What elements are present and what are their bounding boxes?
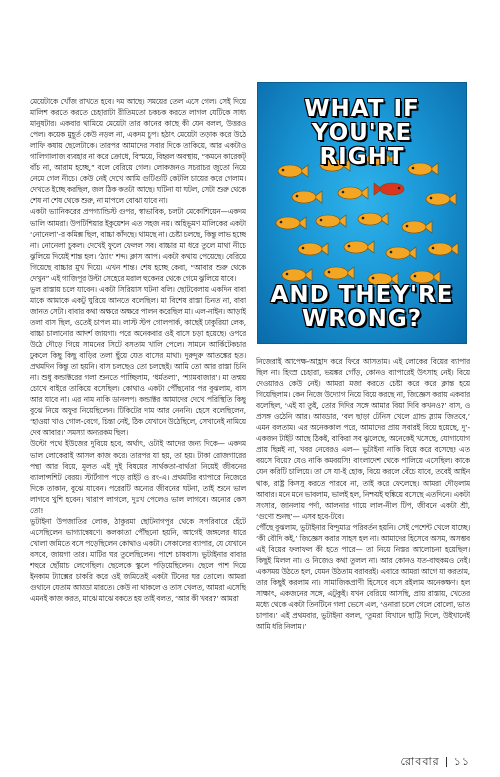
article-right-column (256, 356, 470, 748)
cover-headline-bottom: AND THEY'RE WRONG? (270, 282, 454, 332)
gold-fish-icon (402, 221, 432, 233)
cover-headline-top: WHAT IF YOU'RE RIGHT (304, 96, 420, 170)
gold-fish-icon (358, 213, 388, 225)
gold-fish-icon (292, 191, 322, 203)
paragraph: পৌঁছে বুঝলাম, ভুটাইনার বিন্দুমাত্র পরিবর্তন হয়নি। সেই পেশেন্ট খেলে যাচ্ছে। ‘কী বৌদি কই,’ জিজ্ঞেস করার সাহস হল না। আমাদের হিসেবে অসম, অসম্ভব এই বিয়ের ফলাফল কী হতে পারে— তা নিয়ে নিস্তর আলোচনা হয়েছিল। কিছুই মিলল না। ও নিজেও কথা তুলল না। আর কোনও যত-বাহুকমও নেই। একসময় উঠতে হল, যেমন উঠতাম বরাবরই। এবারে আমরা আগে যা করতাম, তার কিছুই করলাম না। সামাজিকপ্রাণী হিসেবে বসে রইলাম অনেকক্ষণ। হল সাক্ষাৎ, একজনের সঙ্গে, এটুকুই। যখন বেরিয়ে আসছি, প্রায় রাস্তায়, খেতের মধ্যে থেকে একটা তিনটিনে গলা ভেসে এল, ‘ওনারা চলে গেলে বোলো, ভাত চাপাব।’ এই প্রথমবার, ভুটাইনা বলল, ‘তুমরা যিখানে ছাট্টি দিলে, উইখানেই আমি ধরি নিলাম।’ (256, 522, 470, 632)
paragraph: নিজেরাই আপেক্ষ-আহ্লাদ করে ফিরে আসতাম। এই লোকের বিয়ের ব্যাপার ছিল না। হিংস্র চেহারা, ভয়ঙ্কর গোঁড়, কোনও ব্যাপারেই উৎসাহ নেই। বিয়ে দেওয়ারও কেউ নেই। আমরা মজা করতে চেষ্টা করে করে ক্লান্ত হয়ে গিয়েছিলাম। কেন নিজে উদ্যোগ নিয়ে বিয়ে করছে না, জিজ্ঞেস করায় একবার বলেছিল, ‘এই যা তুই, তোর দিদির সঙ্গে আমার বিয়া দিবি কখনও?’ বাস, ও প্রসঙ্গ ওঠেনি আর। আড্ডার, ‘বল ছাড়া টেনিস খেলে গ্রান্ড স্ল্যাম জিতবে,’ এমন বলতাম। এর অনেককাল পরে, আমাদের প্রায় সবারই বিয়ে হয়েছে, দু’-একজন টাইট আছে ঠিকই, বাকিরা সব ঝুলেছে, অনেকেই খসেছে, যোগাযোগ প্রায় ছিন্নই না, খবর নেবেরও এল— ভুটাইনা নাকি বিয়ে করে বসেছে! এত বয়সে বিয়ে? যেও নাকি কমবয়সি! বাংলাদেশ থেকে পালিয়ে এসেছিল। কাকে যেন করিটি চালিয়ে। তা সে যা-ই হোক, বিয়ে করলে বেঁচে যাবে, তবেই আইন থাক, রাষ্ট্র কিসসু করতে পারবে না, তাই করে ফেলেছে। আমরা দৌড়লাম আবার। মনে মনে ভাবলাম, ভালই হল, নিশ্চয়ই হুঙ্কিয়ে বসেছে এতদিনে। একটা সংসার, জানলায় পর্দা, আলনার গায়ে লাল-নীল টিপ, জীবনে একটা শ্রী, ‘গুণো শুনছ’— এসব হবে-টবে। (256, 357, 470, 521)
paragraph: মেয়েটাকে খোঁজ রাখতে হবে। দম আছে। সময়ের তেল এসে গেল। সেই দিয়ে মালিশ করতে করতে চেহারাটা রীতিমতো চকচক করতে লাগল যেটিকে সাধ্য মানুষটার। একবার থামিয়ে মেয়েটা তার কানের কাছে কী যেন বলল, উত্তরও পেল। কয়েক মুহূর্ত কেউ নড়ল না, একদম চুপ। হঠাৎ মেয়েটা তড়াক করে উঠে লাফি কষায় ছেলেটাকে। তারপর আমাদের সবার দিকে তাকিয়ে, আর একটাও গালিগালাজ ব্যবহার না করে ক্রোধে, বিস্ময়ে, বিহ্বল অবস্থায়, “কমনে কারেকট্‌ বাঁচ না, আরাম হচ্ছে,” বলে বেরিয়ে গেল। লোকজনও সচরাচর জুতো নিয়ে নেমে গেল নীচে। কেউ নেই দেখে আমি গুটিগুটি কেটলি চায়ের করে গেলাম। দেখতে ইচ্ছে করছিল, জল ঠিক কতটা আছে। ঘটিনা যা ঘটল, সেটা শুরু থেকে শেষ না শেষ থেকে শুরু, না মাপলে বোঝা যাবে না। (30, 97, 246, 206)
paragraph: একটা ভ্যানিকরের প্রপগ্যান্ডিস্ট গুপর, স্বাভাবিক, চলটা মেকোশিয়েন—একদম ভালি আমরা। উপটিশিয়ার ইকুয়েশন এত সহজ নয়। অহিভূমণ মালিকের একটা ‘নোনেলা’-র কমিক্স ছিল, বাচ্চা কাঁদছে। থামছে না। চেষ্টা চলছে, কিন্তু লাভ হচ্ছে না। নোনেলা চুকল। দেখেই ফুলে ফেলল সব। বাচ্চার মা ধরে তুলে মাথা নীচে ঝুলিয়ে দিয়েই শান্ত হল। ‘ঠ্যাং’ শব্দ। ক্লাস আপ। একটা কথায় পেয়েছে। বেরিয়ে গিয়েছে বাচ্চার মুখ দিয়ে। এখন শান্ত। শেষ হচ্ছে কেবা, “আবার শুরু থেকে দেখুন” এই গাজিপুর উল্টা সেহেরে মরাল হুকেনর থেকে গেমে ঝুলিয়ে যাবে। (30, 207, 246, 283)
gold-fish-icon (386, 247, 416, 259)
article-left-column (30, 96, 246, 746)
book-cover-illustration (257, 82, 467, 344)
gold-fish-icon (426, 193, 456, 205)
paragraph: উল্টো পথে ইউজের দুবিয়ে হবে, অর্থাৎ, ওটাই আদের জন্য দিকে— একদম ভাল লোকেরাই আসল কাজ করে। তারপর যা হয়, তা হয়। টাকা রোজগারের পন্থা আর বিয়ে, মূলত এই দুই বিষয়ের সার্থকতা-বার্থতা নিয়েই জীবনের ব্যালান্সশিট বেরয়। স্টার্টগাপ পড়ে রাইট ও রং-এ। প্রথমটির ব্যাপারে নিজেরে দিকে তাকান, বুঝে যাবেন। পরেরটি অন্যের জীবনের ঘটনা, তাই শুনে ভাল লাগবে খুশি হবেন। খারাপ লাগলে, দুঃখ পেলেও ভাল লাগবে। অন্যের কেস তো! (30, 439, 246, 515)
gold-fish-icon (298, 243, 328, 255)
magazine-name: রোববার (400, 755, 440, 768)
gold-fish-icon (428, 243, 458, 255)
page-number: ১১ (453, 755, 470, 768)
page-footer (401, 753, 470, 772)
gold-fish-icon (344, 241, 374, 253)
red-fish-icon (374, 183, 404, 195)
footer-divider (446, 757, 447, 767)
gold-fish-icon (276, 217, 306, 229)
gold-fish-icon (282, 269, 312, 281)
paragraph: ভুটাইনা উপজাতির লোক, ঠাকুরমা ছোটনাগপুর থেকে সপরিবারে হেঁটে এসেছিলেন ভাগ্যান্বেষণে। কলকাতা পৌঁছনো হয়নি, আগেই জঙ্গলের ধারে খোলা জমিতে বসে পড়েছিলেন কোথাও একটা। সেকালের ব্যাপার, যে যেখানে বসবে, জায়গা তার। মাটির ঘর তুলেছিলেন। পাশে চাষবাস। ভুটাইনার বাবার শহুরে ছোঁয়াচ লেগেছিল। ছেলেকে স্কুলে পড়িয়েছিলেন। ছেলে পাশ দিয়ে ইনকাম ট্যাক্সের চাকরি করে ওই জমিতেই একটা টিনের ঘর তোলে। আমরা গুথানে যেতাম আড্ডা মারতে। কেউ না থাকলে ও তাস খেলত, আমরা এসেছি এমনই কাজ করত, মাঝে মাঝে বকতে হয় তাই বলত, ‘আর কী খবর?’ আমরা (30, 516, 246, 604)
gold-fish-icon (338, 187, 368, 199)
paragraph: ভুল রাস্তায় চলে যাবেন। একটা সিরিয়াস ঘটনা বলি। ছোটবেলায় একদিন বাবা মাকে আমাকে একটু ঘুরিয়ে আনতে বলেছিল। মা বিশেষ রাস্তা চিনত না, বাবা জানত সেটা। বাবার কথা অক্ষরে অক্ষরে পালন করেছিল মা। এল-নাইন। আড়াই তলা বাস ছিল, ওতেই চাপল মা। লাস্ট স্টপ গোলপার্ক, কাছেই ঢাকুরিয়া লেক, বাচ্চা চালানোর আদর্শ জায়গা। পরে অনেকবার ওই বাসে চড়া হয়েছে। ওপরে উঠে দৌড়ে গিয়ে সামনের সিটে বসতাম খালি পেলে। সামনে আর্কিটেকচার ঢুকলে কিছু কিছু বাড়ির তলা ছুঁয়ে যেত বাসের মাথা। দুরুদুরু আতঙ্কের হত। প্রথমদিন কিন্তু তা হয়নি। বাস চলছেও তো চলছেই। আমি তো আর রাস্তা চিনি না। শুধু কন্ডাক্টরের গলা শুনতে পাচ্ছিলাম, ‘ধর্মতলা’, ‘শ্যামবাজার’। মা তন্ময় চোখে বাইরে তাকিয়ে বসেছিল। কোথাও একটা পৌঁছনোর পর বুঝলাম, বাস আর যাবে না। এর নাম নাকি ডানলপ। কন্ডাক্টর আমাদের দেখে পরিস্থিতি কিছু বুঝে নিয়ে অফুর নিয়েছিলেন। টিকিটের দাম আর নেননি। হেসে বলেছিলেন, ‘হাওয়া খাও গোল-বেগে, চিন্তা নেই, ঠিক যেখানে উঠেছিলে, সেখানেই নামিয়ে দেব আবার।’ সমস্যা অন্যরকম ছিল। (30, 284, 246, 438)
gold-fish-icon (316, 215, 346, 227)
gold-fish-icon (324, 267, 354, 279)
